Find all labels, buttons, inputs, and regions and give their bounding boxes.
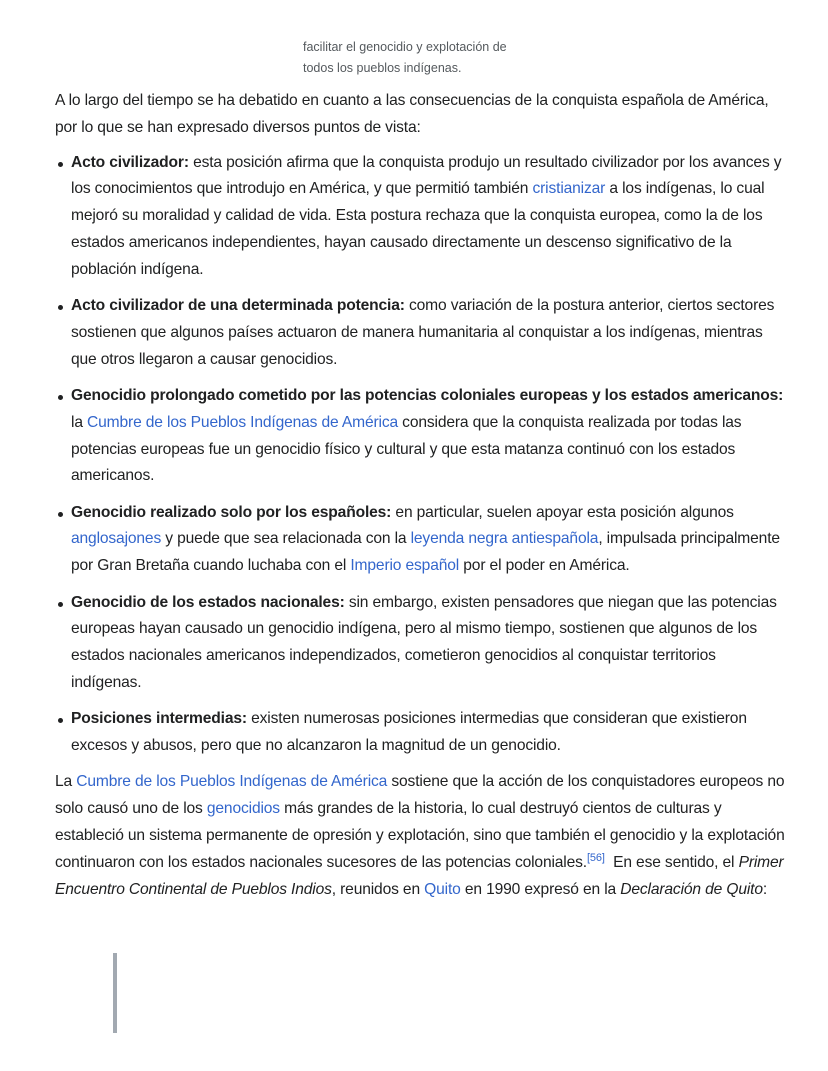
list-item-posiciones-intermedias	[71, 706, 785, 760]
text: esta posición afirma que la conquista produjo un resultado civilizador por los avances y los conocimientos que introdujo en América, y que permitió también	[71, 153, 782, 198]
list-item-genocidio-espanoles	[71, 500, 785, 580]
image-caption	[303, 37, 543, 79]
link-quito[interactable]: Quito	[424, 880, 461, 898]
closing-paragraph	[55, 769, 785, 903]
text: :	[762, 880, 768, 898]
text: a los indígenas, lo cual mejoró su moralidad y calidad de vida. Esta postura rechaza que la conquista europea, como la de los estados americanos independientes, hayan causado directamente un descenso significativo de la población indígena.	[71, 180, 765, 278]
list-item-genocidio-prolongado	[71, 383, 785, 490]
list-item-acto-civilizador-potencia	[71, 293, 785, 373]
text: En ese sentido, el	[604, 853, 739, 871]
text: sostiene que la acción de los conquistadores europeos no solo causó uno de los	[55, 773, 785, 818]
text: en 1990 expresó en la	[460, 880, 621, 898]
link-cumbre-pueblos-indigenas[interactable]: Cumbre de los Pueblos Indígenas de América	[87, 413, 398, 431]
term: Genocidio realizado solo por los españoles:	[71, 503, 392, 521]
term: Acto civilizador de una determinada potencia:	[71, 297, 405, 315]
term: Acto civilizador:	[71, 153, 189, 171]
link-imperio-espanol[interactable]: Imperio español	[350, 557, 460, 575]
text: en particular, suelen apoyar esta posición algunos	[391, 503, 734, 521]
article-body	[55, 88, 785, 911]
text: como variación de la postura anterior, ciertos sectores sostienen que algunos países actuaron de manera humanitaria al conquistar a los indígenas, mientras que otros llegaron a causar genocidios.	[71, 297, 775, 368]
italic-declaration-name: Declaración de Quito	[620, 880, 763, 898]
link-leyenda-negra[interactable]: leyenda negra antiespañola	[410, 530, 599, 548]
text: , impulsada principalmente por Gran Bretaña cuando luchaba con el	[71, 530, 780, 575]
blockquote-bar	[113, 953, 117, 1033]
text: por el poder en América.	[459, 557, 630, 575]
italic-event-name: Primer Encuentro Continental de Pueblos Indios	[55, 853, 784, 898]
text: , reunidos en	[331, 880, 425, 898]
text: y puede que sea relacionada con la	[161, 530, 411, 548]
text: considera que la conquista realizada por todas las potencias europeas fue un genocidio físico y cultural y que esta matanza continuó con los estados americanos.	[71, 413, 742, 485]
link-genocidios[interactable]: genocidios	[206, 800, 280, 818]
term: Genocidio prolongado cometido por las potencias coloniales europeas y los estados americanos:	[71, 386, 784, 404]
text: La	[55, 773, 77, 791]
link-cristianizar[interactable]: cristianizar	[532, 180, 606, 198]
caption-line-1: facilitar el genocidio y explotación de	[303, 40, 507, 54]
term: Posiciones intermedias:	[71, 710, 247, 728]
link-anglosajones[interactable]: anglosajones	[71, 530, 162, 548]
reference-superscript	[587, 852, 605, 864]
reference-link-56[interactable]: [56]	[586, 851, 605, 864]
text: la	[71, 413, 88, 431]
list-item-acto-civilizador	[71, 150, 785, 284]
list-item-genocidio-estados-nacionales	[71, 590, 785, 697]
caption-line-2: todos los pueblos indígenas.	[303, 61, 462, 75]
intro-paragraph: A lo largo del tiempo se ha debatido en cuanto a las consecuencias de la conquista española de América, por lo que se han expresado diversos puntos de vista:	[55, 92, 769, 136]
text: existen numerosas posiciones intermedias que consideran que existieron excesos y abusos, pero que no alcanzaron la magnitud de un genocidio.	[71, 710, 747, 755]
text: más grandes de la historia, lo cual destruyó cientos de culturas y estableció un sistema permanente de opresión y explotación, sino que también el genocidio y la explotación continuaron con los estados nacionales sucesores de las potencias coloniales.	[55, 800, 785, 871]
link-cumbre-pueblos-indigenas-2[interactable]: Cumbre de los Pueblos Indígenas de América	[76, 773, 388, 791]
term: Genocidio de los estados nacionales:	[71, 593, 345, 611]
text: sin embargo, existen pensadores que niegan que las potencias europeas hayan causado un genocidio indígena, pero al mismo tiempo, sostienen que algunos de los estados nacionales americanos independizados, cometieron genocidios al conquistar territorios indígenas.	[71, 593, 777, 691]
viewpoints-list	[55, 150, 785, 760]
